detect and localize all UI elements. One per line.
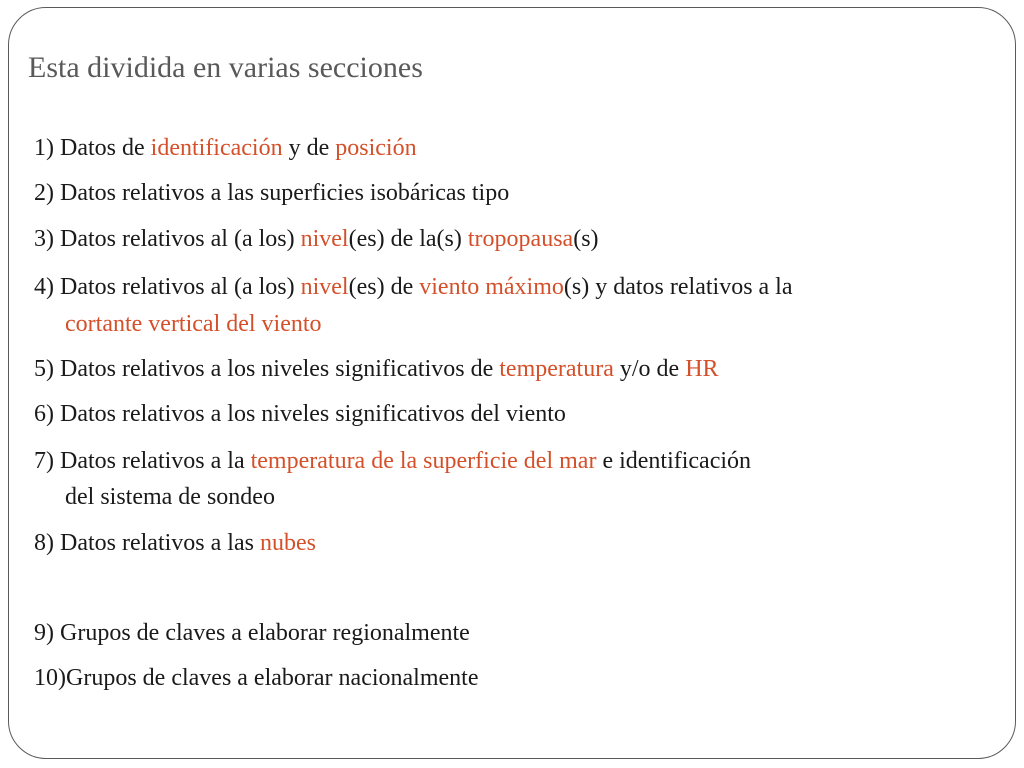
item-number: 5) [34,356,60,382]
item-number: 4) [34,274,60,300]
item-text: del sistema de sondeo [65,484,275,510]
list-item-10 [34,660,478,696]
item-text: y/o de [613,356,686,382]
highlight-term: temperatura [499,356,614,382]
item-text: (s) y datos relativos a la [563,274,793,300]
item-number: 8) [34,530,60,556]
list-item-5 [34,351,719,387]
list-item-6 [34,396,566,432]
item-number: 1) [34,135,60,161]
highlight-term: nivel [300,274,349,300]
list-item-7-continuation [65,479,275,515]
item-number: 2) [34,180,60,206]
item-text: Datos relativos a la [60,448,251,474]
highlight-term: posición [335,135,417,161]
item-text: e identificación [596,448,752,474]
highlight-term: identificación [150,135,283,161]
item-text: Datos relativos a las [60,530,260,556]
highlight-term: nivel [300,226,349,252]
item-number: 7) [34,448,60,474]
item-text: (es) de la(s) [348,226,468,252]
item-number: 10) [34,665,66,691]
item-text: Datos relativos al (a los) [60,226,301,252]
item-number: 3) [34,226,60,252]
highlight-term: tropopausa [467,226,574,252]
item-text: Datos relativos a las superficies isobáricas tipo [60,180,510,206]
item-text: (es) de [348,274,420,300]
list-item-4 [34,269,793,305]
item-text: y de [282,135,336,161]
item-text: Grupos de claves a elaborar regionalmente [60,620,470,646]
highlight-term: viento máximo [419,274,564,300]
item-text: Grupos de claves a elaborar nacionalmente [66,665,479,691]
item-number: 9) [34,620,60,646]
item-number: 6) [34,401,60,427]
item-text: Datos relativos a los niveles significativos de [60,356,500,382]
slide-title: Esta dividida en varias secciones [28,51,423,84]
item-text: Datos de [60,135,151,161]
highlight-term: HR [685,356,719,382]
highlight-term: cortante vertical del viento [65,311,322,337]
item-text: Datos relativos a los niveles significativos del viento [60,401,566,427]
list-item-1 [34,130,417,166]
list-item-9 [34,615,470,651]
highlight-term: temperatura de la superficie del mar [250,448,597,474]
list-item-3 [34,221,599,257]
item-text: Datos relativos al (a los) [60,274,301,300]
list-item-8 [34,525,316,561]
highlight-term: nubes [259,530,316,556]
list-item-4-continuation [65,306,322,342]
list-item-2 [34,175,509,211]
list-item-7 [34,443,751,479]
item-text: (s) [573,226,599,252]
